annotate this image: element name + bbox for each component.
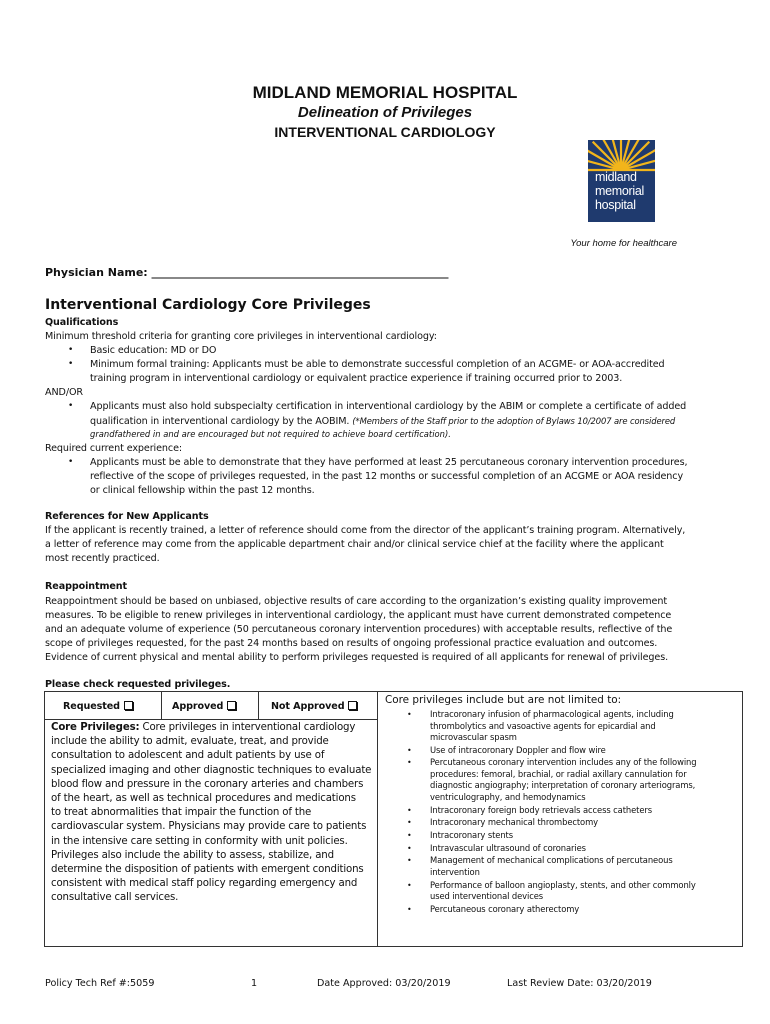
core-line: include the ability to admit, evaluate, treat, and provide [51, 736, 329, 748]
physician-name-field[interactable]: Physician Name: ______________________________________________________ [45, 266, 449, 279]
core-line: to treat abnormalities that impair the function of the [51, 807, 312, 819]
min-criteria-text: Minimum threshold criteria for granting core privileges in interventional cardiology: [45, 331, 437, 342]
experience-line-1: Applicants must be able to demonstrate that they have performed at least 25 percutaneous coronary intervention procedures, [90, 457, 688, 468]
bullet: • [68, 457, 74, 467]
subspecialty-line-2 [90, 414, 675, 429]
subspecialty-line-3: grandfathered in and are encouraged but not required to achieve board certification). [90, 429, 451, 439]
table-col-divider [161, 691, 162, 719]
logo-line-2: memorial [595, 184, 644, 198]
includes-item-line: Intracoronary foreign body retrievals access catheters [430, 804, 652, 815]
bullet: • [407, 856, 412, 866]
includes-item [430, 880, 730, 903]
page-number: 1 [251, 978, 258, 989]
core-line: consistent with medical staff policy regarding emergency and [51, 878, 358, 890]
formal-training-line-1: Minimum formal training: Applicants must be able to demonstrate successful completion of an ACGME- or AOA-accredited [90, 359, 665, 370]
hospital-logo [588, 140, 655, 222]
includes-item-line: intervention [430, 866, 480, 877]
checkbox-icon[interactable] [124, 701, 133, 710]
subspecialty-line-1: Applicants must also hold subspecialty certification in interventional cardiology by the ABIM or complete a certificate of added [90, 401, 687, 412]
bullet: • [407, 710, 412, 719]
includes-item [430, 745, 730, 757]
logo-line-3: hospital [595, 198, 636, 212]
table-divider [377, 691, 378, 946]
core-line: in the intensive care setting in conformity with unit policies. [51, 835, 348, 847]
bullet: • [407, 818, 412, 828]
includes-item-line: Intracoronary infusion of pharmacological agents, including [430, 709, 674, 719]
core-privileges-label: Core Privileges: [51, 722, 140, 733]
policy-ref: Policy Tech Ref #:5059 [45, 978, 155, 989]
experience-label: Required current experience: [45, 443, 183, 454]
bullet: • [407, 745, 412, 755]
includes-item-line: diagnostic angiography; interpretation of coronary arteriograms, [430, 780, 696, 791]
basic-education-text: Basic education: MD or DO [90, 345, 217, 356]
bullet: • [407, 805, 412, 815]
bullet: • [407, 880, 412, 890]
reappointment-line-4: scope of privileges requested, for the past 24 months based on results of ongoing professional practice evaluation and outcomes. [45, 638, 658, 649]
bullet: • [68, 345, 74, 355]
hospital-title: MIDLAND MEMORIAL HOSPITAL [252, 83, 518, 102]
references-line-2: a letter of reference may come from the applicable department chair and/or clinical service chief at the facility where the applicant [45, 539, 664, 550]
not-approved-checkbox[interactable] [271, 700, 357, 714]
andor-text: AND/OR [45, 387, 83, 398]
bullet: • [407, 758, 412, 768]
references-line-3: most recently practiced. [45, 553, 160, 564]
includes-item [430, 757, 730, 803]
bullet: • [407, 831, 412, 840]
includes-item-line: procedures: femoral, brachial, or radial axillary cannulation for [430, 768, 687, 779]
includes-item-line: Management of mechanical complications of percutaneous [430, 855, 673, 866]
includes-item-line: Percutaneous coronary atherectomy [430, 903, 580, 914]
qualifications-label: Qualifications [45, 317, 119, 328]
reappointment-line-3: and an adequate volume of experience (50 percutaneous coronary intervention procedures) with acceptable results, reflective of the [45, 624, 673, 635]
includes-item-line: Use of intracoronary Doppler and flow wire [430, 744, 606, 755]
not-approved-label: Not Approved [271, 701, 345, 712]
includes-item-line: Intravascular ultrasound of coronaries [430, 842, 586, 853]
tagline: Your home for healthcare [570, 238, 677, 249]
includes-item [430, 904, 730, 916]
core-line: consultation to adolescent and adult patients by use of [51, 750, 325, 762]
core-line: determine the disposition of patients with emergent conditions [51, 864, 364, 876]
approved-checkbox[interactable] [172, 700, 236, 714]
includes-item-line: microvascular spasm [430, 732, 517, 742]
document-subtitle: Delineation of Privileges [297, 104, 473, 121]
includes-item [430, 709, 730, 744]
experience-line-3: or clinical fellowship within the past 12 months. [90, 485, 315, 496]
checkbox-icon[interactable] [348, 701, 357, 710]
bullet: • [68, 401, 74, 411]
core-privileges-heading: Interventional Cardiology Core Privileges [45, 297, 371, 313]
experience-line-2: reflective of the scope of privileges requested, in the past 12 months or successful completion of an ACGME or AOA residency [90, 471, 684, 482]
reappointment-line-1: Reappointment should be based on unbiased, objective results of care according to the organization’s existing quality improvement [45, 596, 668, 607]
bullet: • [407, 843, 412, 853]
subspecialty-line-2a: qualification in interventional cardiology by the AOBIM. [90, 416, 350, 427]
includes-item-line: used interventional devices [430, 891, 544, 902]
last-review-date: Last Review Date: 03/20/2019 [507, 978, 652, 989]
includes-item-line: Intracoronary stents [430, 830, 514, 840]
core-line: Core privileges in interventional cardiology [139, 722, 356, 733]
formal-training-line-2: training program in interventional cardiology or equivalent practice experience if training occurred prior to 2003. [90, 373, 623, 384]
approved-label: Approved [172, 701, 224, 712]
subspecialty-note: (*Members of the Staff prior to the adoption of Bylaws 10/2007 are considered [352, 416, 676, 426]
includes-item [430, 805, 730, 817]
core-line: cardiovascular system. Physicians may provide care to patients [51, 821, 367, 833]
includes-item [430, 843, 730, 855]
includes-item [430, 830, 730, 842]
table-col-divider [258, 691, 259, 719]
core-line: consultative call services. [51, 892, 179, 904]
reappointment-heading: Reappointment [45, 581, 128, 592]
includes-item-line: Percutaneous coronary intervention includes any of the following [430, 757, 697, 768]
includes-item-line: Performance of balloon angioplasty, stents, and other commonly [430, 879, 696, 890]
includes-item-line: Intracoronary mechanical thrombectomy [430, 817, 598, 828]
includes-item [430, 817, 730, 829]
requested-label: Requested [63, 701, 120, 712]
core-line: blood flow and pressure in the coronary arteries and chambers [51, 778, 364, 790]
date-approved: Date Approved: 03/20/2019 [317, 978, 451, 989]
core-line: Privileges also include the ability to assess, stabilize, and [51, 849, 334, 861]
bullet: • [68, 359, 74, 369]
references-line-1: If the applicant is recently trained, a letter of reference should come from the director of the applicant’s training program. Alternatively, [45, 525, 686, 536]
logo-text [595, 170, 644, 212]
includes-heading: Core privileges include but are not limited to: [385, 694, 622, 706]
bullet: • [407, 904, 412, 914]
logo-line-1: midland [595, 170, 637, 184]
core-privileges-description [51, 721, 376, 906]
includes-item [430, 855, 730, 878]
reappointment-line-5: Evidence of current physical and mental ability to perform privileges requested is required of all applicants for renewal of privileges. [45, 652, 669, 663]
table-row-divider [44, 719, 377, 720]
references-heading: References for New Applicants [45, 511, 209, 522]
includes-item-line: ventriculography, and hemodynamics [430, 791, 586, 802]
core-line: specialized imaging and other diagnostic techniques to evaluate [51, 764, 372, 776]
reappointment-line-2: measures. To be eligible to renew privileges in interventional cardiology, the applicant must have current demonstrated competence [45, 610, 672, 621]
includes-item-line: thrombolytics and vasoactive agents for epicardial and [430, 720, 656, 731]
checkbox-icon[interactable] [227, 701, 236, 710]
department-title: INTERVENTIONAL CARDIOLOGY [274, 124, 496, 140]
requested-checkbox[interactable] [63, 700, 133, 714]
check-privileges-label: Please check requested privileges. [45, 679, 231, 690]
core-line: of the heart, as well as technical procedures and medications [51, 793, 356, 805]
